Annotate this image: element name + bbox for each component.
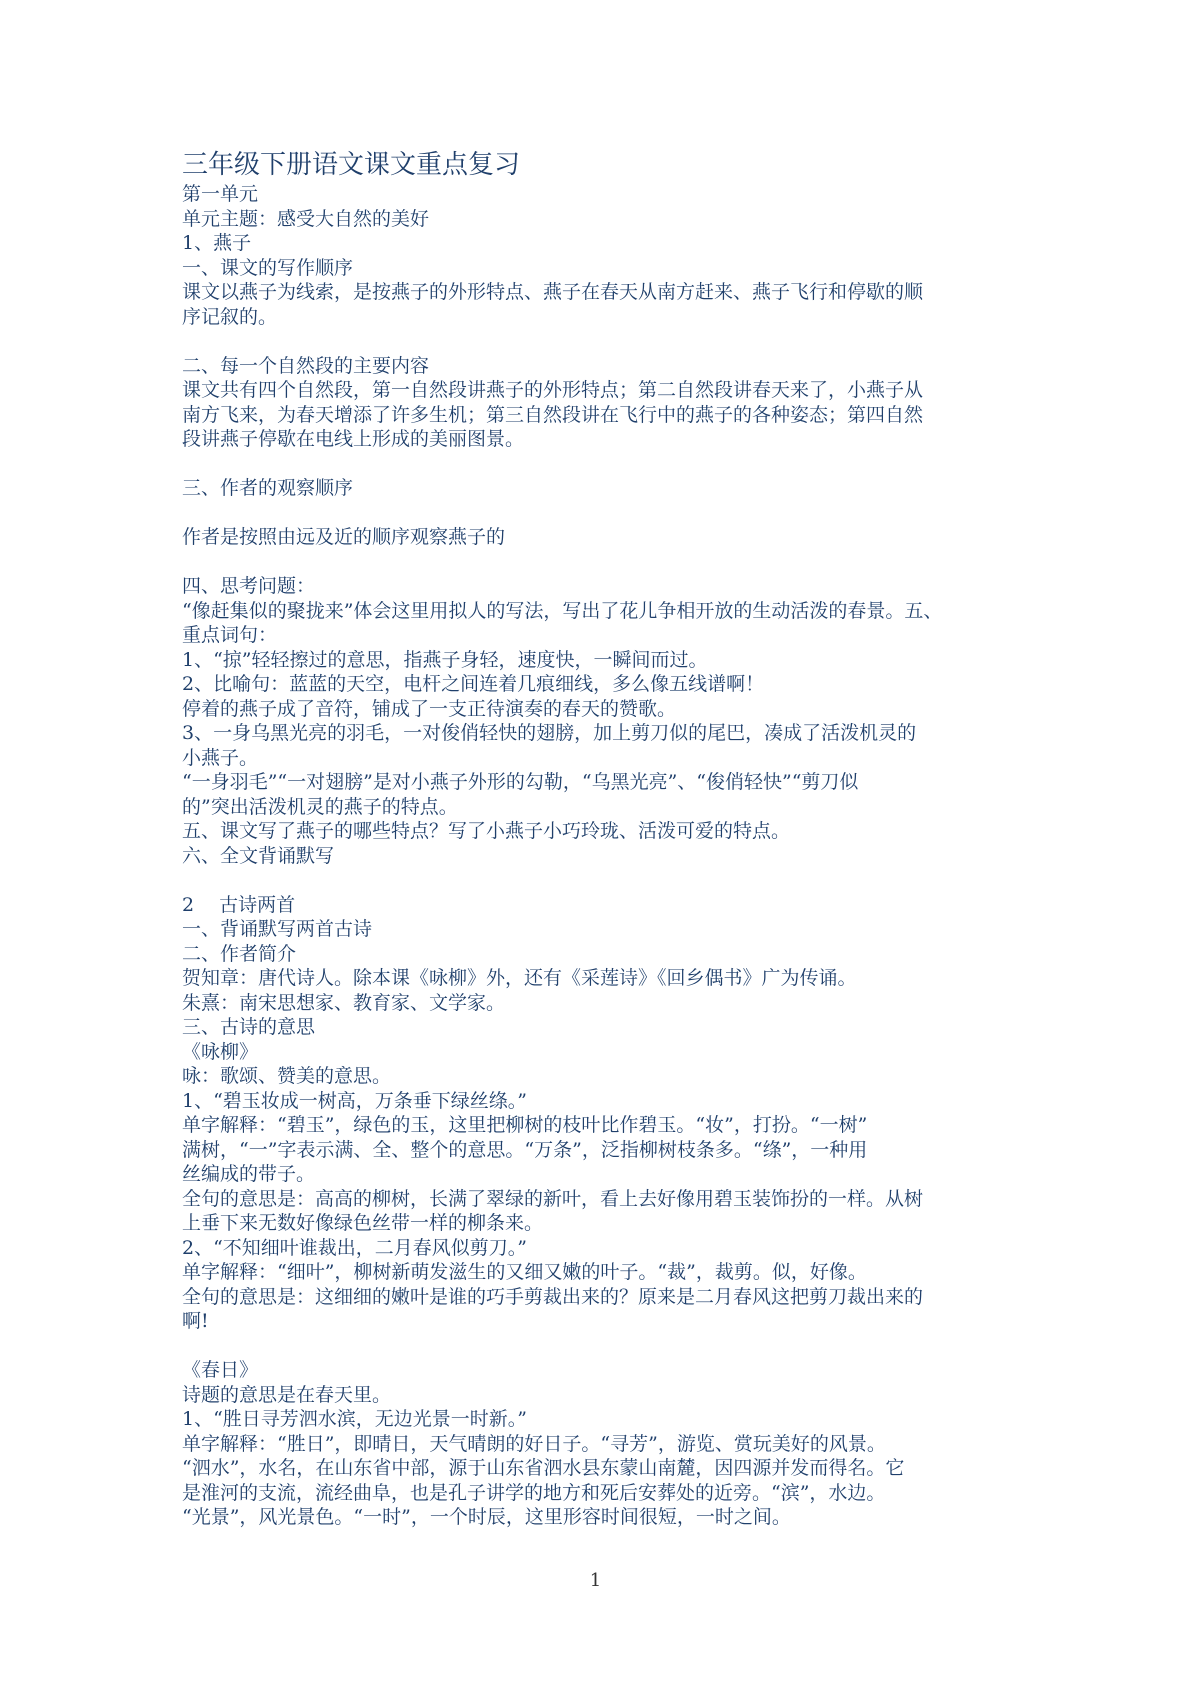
text-line: 3、一身乌黑光亮的羽毛，一对俊俏轻快的翅膀，加上剪刀似的尾巴，凑成了活泼机灵的 <box>182 722 917 744</box>
text-line: 1、燕子 <box>182 232 252 254</box>
text-line: 咏：歌颂、赞美的意思。 <box>182 1065 392 1087</box>
text-line: “像赶集似的聚拢来”体会这里用拟人的写法，写出了花儿争相开放的生动活泼的春景。五、 <box>182 599 943 622</box>
text-line: “泗水”，水名，在山东省中部，源于山东省泗水县东蒙山南麓，因四源并发而得名。它 <box>182 1457 905 1479</box>
text-line: 二、每一个自然段的主要内容 <box>182 354 430 377</box>
text-line: 段讲燕子停歇在电线上形成的美丽图景。 <box>182 428 525 450</box>
text-line: 贺知章：唐代诗人。除本课《咏柳》外，还有《采莲诗》《回乡偶书》广为传诵。 <box>182 967 857 989</box>
text-line: 上垂下来无数好像绿色丝带一样的柳条来。 <box>182 1212 544 1234</box>
text-line: 课文共有四个自然段，第一自然段讲燕子的外形特点；第二自然段讲春天来了，小燕子从 <box>182 379 924 401</box>
text-line: 2 古诗两首 <box>182 893 296 916</box>
page-number: 1 <box>589 1570 602 1591</box>
text-line: 《春日》 <box>182 1359 259 1381</box>
text-line: 朱熹：南宋思想家、教育家、文学家。 <box>182 991 506 1014</box>
text-line: 小燕子。 <box>182 746 259 769</box>
text-line: 是淮河的支流，流经曲阜，也是孔子讲学的地方和死后安葬处的近旁。“滨”，水边。 <box>182 1481 886 1504</box>
text-line: 1、“掠”轻轻擦过的意思，指燕子身轻，速度快，一瞬间而过。 <box>182 648 708 671</box>
blank-line <box>182 329 1062 354</box>
text-line: 六、全文背诵默写 <box>182 844 335 867</box>
text-line: 诗题的意思是在春天里。 <box>182 1383 392 1406</box>
document-title: 三年级下册语文课文重点复习 <box>182 150 521 180</box>
text-line: 啊! <box>182 1310 209 1332</box>
document-body <box>182 148 1062 1530</box>
text-line: 序记叙的。 <box>182 305 278 328</box>
text-line: 第一单元 <box>182 183 259 205</box>
text-line: 2、比喻句：蓝蓝的天空，电杆之间连着几痕细线，多么像五线谱啊！ <box>182 673 765 695</box>
text-line: 丝编成的带子。 <box>182 1163 316 1185</box>
text-line: 2、“不知细叶谁裁出，二月春风似剪刀。” <box>182 1236 528 1259</box>
text-line: “一身羽毛”“一对翅膀”是对小燕子外形的勾勒，“乌黑光亮”、“俊俏轻快”“剪刀似 <box>182 771 859 793</box>
text-line: 课文以燕子为线索，是按燕子的外形特点、燕子在春天从南方赶来、燕子飞行和停歇的顺 <box>182 281 924 303</box>
blank-line <box>182 1334 1062 1359</box>
text-line: 一、背诵默写两首古诗 <box>182 918 373 940</box>
text-line: 《咏柳》 <box>182 1040 259 1063</box>
text-line: 单字解释：“细叶”，柳树新萌发滋生的又细又嫩的叶子。“裁”，裁剪。似，好像。 <box>182 1261 867 1283</box>
text-line: 停着的燕子成了音符，铺成了一支正待演奏的春天的赞歌。 <box>182 697 677 720</box>
text-line: 三、作者的观察顺序 <box>182 477 354 499</box>
text-line: 单字解释：“碧玉”，绿色的玉，这里把柳树的枝叶比作碧玉。“妆”，打扮。“一树” <box>182 1114 868 1136</box>
blank-line <box>182 868 1062 893</box>
text-line: “光景”，风光景色。“一时”，一个时辰，这里形容时间很短，一时之间。 <box>182 1506 791 1528</box>
text-line: 全句的意思是：这细细的嫩叶是谁的巧手剪裁出来的？原来是二月春风这把剪刀裁出来的 <box>182 1285 924 1308</box>
text-line: 的”突出活泼机灵的燕子的特点。 <box>182 795 458 818</box>
text-line: 作者是按照由远及近的顺序观察燕子的 <box>182 526 506 548</box>
text-line: 南方飞来，为春天增添了许多生机；第三自然段讲在飞行中的燕子的各种姿态；第四自然 <box>182 403 924 426</box>
text-line: 全句的意思是：高高的柳树，长满了翠绿的新叶，看上去好像用碧玉装饰扮的一样。从树 <box>182 1187 924 1210</box>
text-line: 四、思考问题： <box>182 575 316 597</box>
document-lines <box>182 182 1062 1530</box>
blank-line <box>182 452 1062 477</box>
blank-line <box>182 501 1062 526</box>
text-line: 单元主题：感受大自然的美好 <box>182 207 430 230</box>
text-line: 1、“碧玉妆成一树高，万条垂下绿丝绦。” <box>182 1089 528 1112</box>
text-line: 三、古诗的意思 <box>182 1016 316 1038</box>
text-line: 重点词句： <box>182 624 278 646</box>
text-line: 五、课文写了燕子的哪些特点？写了小燕子小巧玲珑、活泼可爱的特点。 <box>182 820 791 842</box>
text-line: 1、“胜日寻芳泗水滨，无边光景一时新。” <box>182 1408 528 1430</box>
text-line: 满树，“一”字表示满、全、整个的意思。“万条”，泛指柳树枝条多。“绦”，一种用 <box>182 1138 868 1161</box>
text-line: 单字解释：“胜日”，即晴日，天气晴朗的好日子。“寻芳”，游览、赏玩美好的风景。 <box>182 1432 886 1455</box>
blank-line <box>182 550 1062 575</box>
text-line: 二、作者简介 <box>182 942 297 965</box>
text-line: 一、课文的写作顺序 <box>182 256 354 279</box>
